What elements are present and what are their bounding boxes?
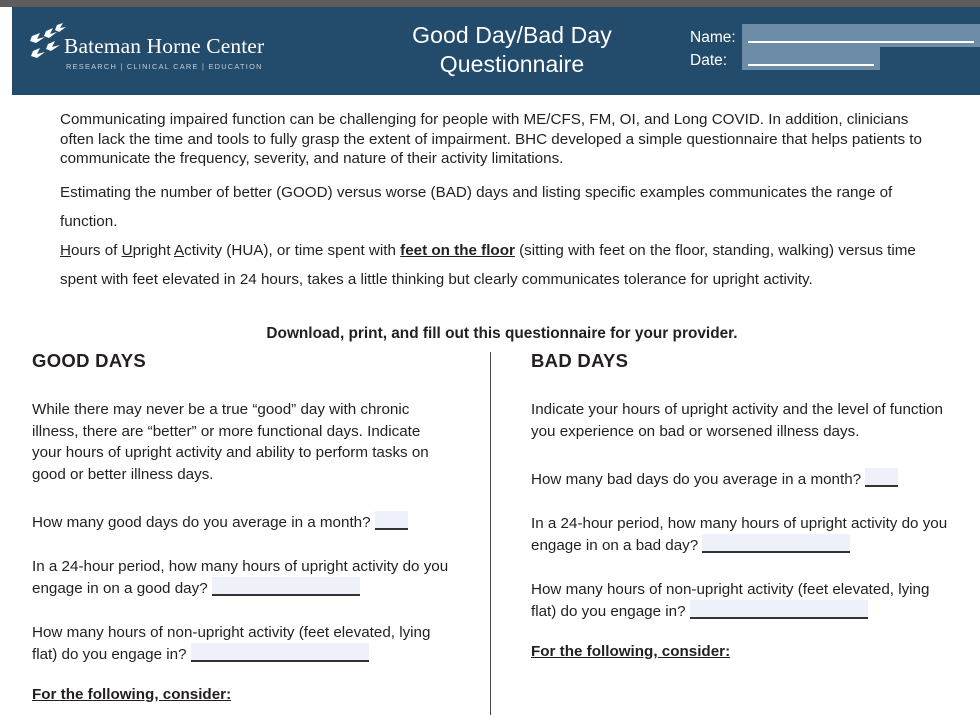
good-days-question-2-label: In a 24-hour period, how many hours of upright activity do you engage in on a good day? (32, 557, 449, 597)
name-input[interactable] (742, 24, 980, 47)
bad-days-question-1 (531, 468, 951, 491)
hua-text-4: (sitting with feet on the floor, standing, walking) versus time spent with feet elevated in 24 hours, takes a little thinking but clearly communicates tolerance for upright activity. (60, 242, 916, 288)
name-row (690, 24, 980, 47)
date-input[interactable] (742, 47, 880, 70)
patient-info-fields (690, 24, 980, 70)
name-label: Name: (690, 29, 736, 46)
good-days-question-1 (32, 511, 452, 534)
logo-organization-name: Bateman Horne Center (64, 34, 265, 58)
column-divider (490, 352, 491, 715)
top-gray-strip (0, 0, 980, 7)
bad-days-answer-1[interactable] (865, 468, 898, 487)
hua-text-2: pright (132, 242, 174, 259)
hua-u-initial: U (121, 242, 133, 259)
bad-days-description: Indicate your hours of upright activity and the level of function you experience on bad or worsened illness days. (531, 401, 943, 440)
hua-h-initial: H (60, 242, 71, 259)
good-days-answer-2[interactable] (212, 577, 360, 596)
intro-paragraph-2: Estimating the number of better (GOOD) versus worse (BAD) days and listing specific examples communicates the range of function. (60, 184, 893, 230)
hua-a-initial: A (173, 242, 185, 259)
bad-days-heading: BAD DAYS (531, 350, 629, 371)
good-days-description: While there may never be a true “good” day with chronic illness, there are “better” or more functional days. Indicate your hours of upright activity and ability to perform tasks on good or better illness days. (32, 401, 429, 483)
good-days-consider-label: For the following, consider: (32, 685, 232, 703)
bad-days-column (531, 350, 951, 660)
page-title-line-1: Good Day/Bad Day (412, 22, 612, 48)
logo-tagline: RESEARCH | CLINICAL CARE | EDUCATION (66, 62, 263, 71)
hua-text-1: ours of (70, 242, 122, 259)
good-days-question-1-label: How many good days do you average in a month? (32, 514, 371, 531)
hua-text-3: ctivity (HUA), or time spent with (184, 242, 401, 259)
good-days-heading: GOOD DAYS (32, 350, 147, 371)
feet-on-the-floor-emphasis: feet on the floor (400, 242, 515, 259)
page-title-line-2: Questionnaire (439, 51, 585, 77)
date-label: Date: (690, 52, 728, 69)
good-days-column (32, 350, 452, 703)
organization-logo (18, 21, 265, 81)
bad-days-question-2-label: In a 24-hour period, how many hours of upright activity do you engage in on a bad day? (531, 514, 948, 554)
intro-paragraph-1: Communicating impaired function can be challenging for people with ME/CFS, FM, OI, and Long COVID. In addition, clinicians often lack the time and tools to fully grasp the extent of impairment. BHC developed a simple questionnaire that helps patients to communicate the frequency, severity, and nature of their activity limitations. (60, 111, 922, 167)
date-row (690, 47, 980, 70)
bad-days-question-1-label: How many bad days do you average in a month? (531, 471, 862, 488)
good-days-question-3 (32, 622, 452, 666)
page-title (342, 21, 682, 79)
call-to-action-text: Download, print, and fill out this questionnaire for your provider. (266, 325, 738, 343)
bad-days-question-3-label: How many hours of non-upright activity (feet elevated, lying flat) do you engage in? (531, 580, 930, 620)
bad-days-answer-2[interactable] (702, 534, 850, 553)
bad-days-question-2 (531, 513, 951, 557)
good-days-question-2 (32, 556, 452, 600)
bad-days-answer-3[interactable] (690, 600, 868, 619)
bad-days-consider-label: For the following, consider: (531, 642, 731, 660)
page-header (12, 7, 980, 95)
good-days-answer-1[interactable] (375, 511, 408, 530)
good-days-question-3-label: How many hours of non-upright activity (feet elevated, lying flat) do you engage in? (32, 623, 431, 663)
bad-days-question-3 (531, 579, 951, 623)
good-days-answer-3[interactable] (191, 643, 369, 662)
intro-paragraph-3 (60, 236, 944, 294)
two-column-section (0, 350, 980, 715)
